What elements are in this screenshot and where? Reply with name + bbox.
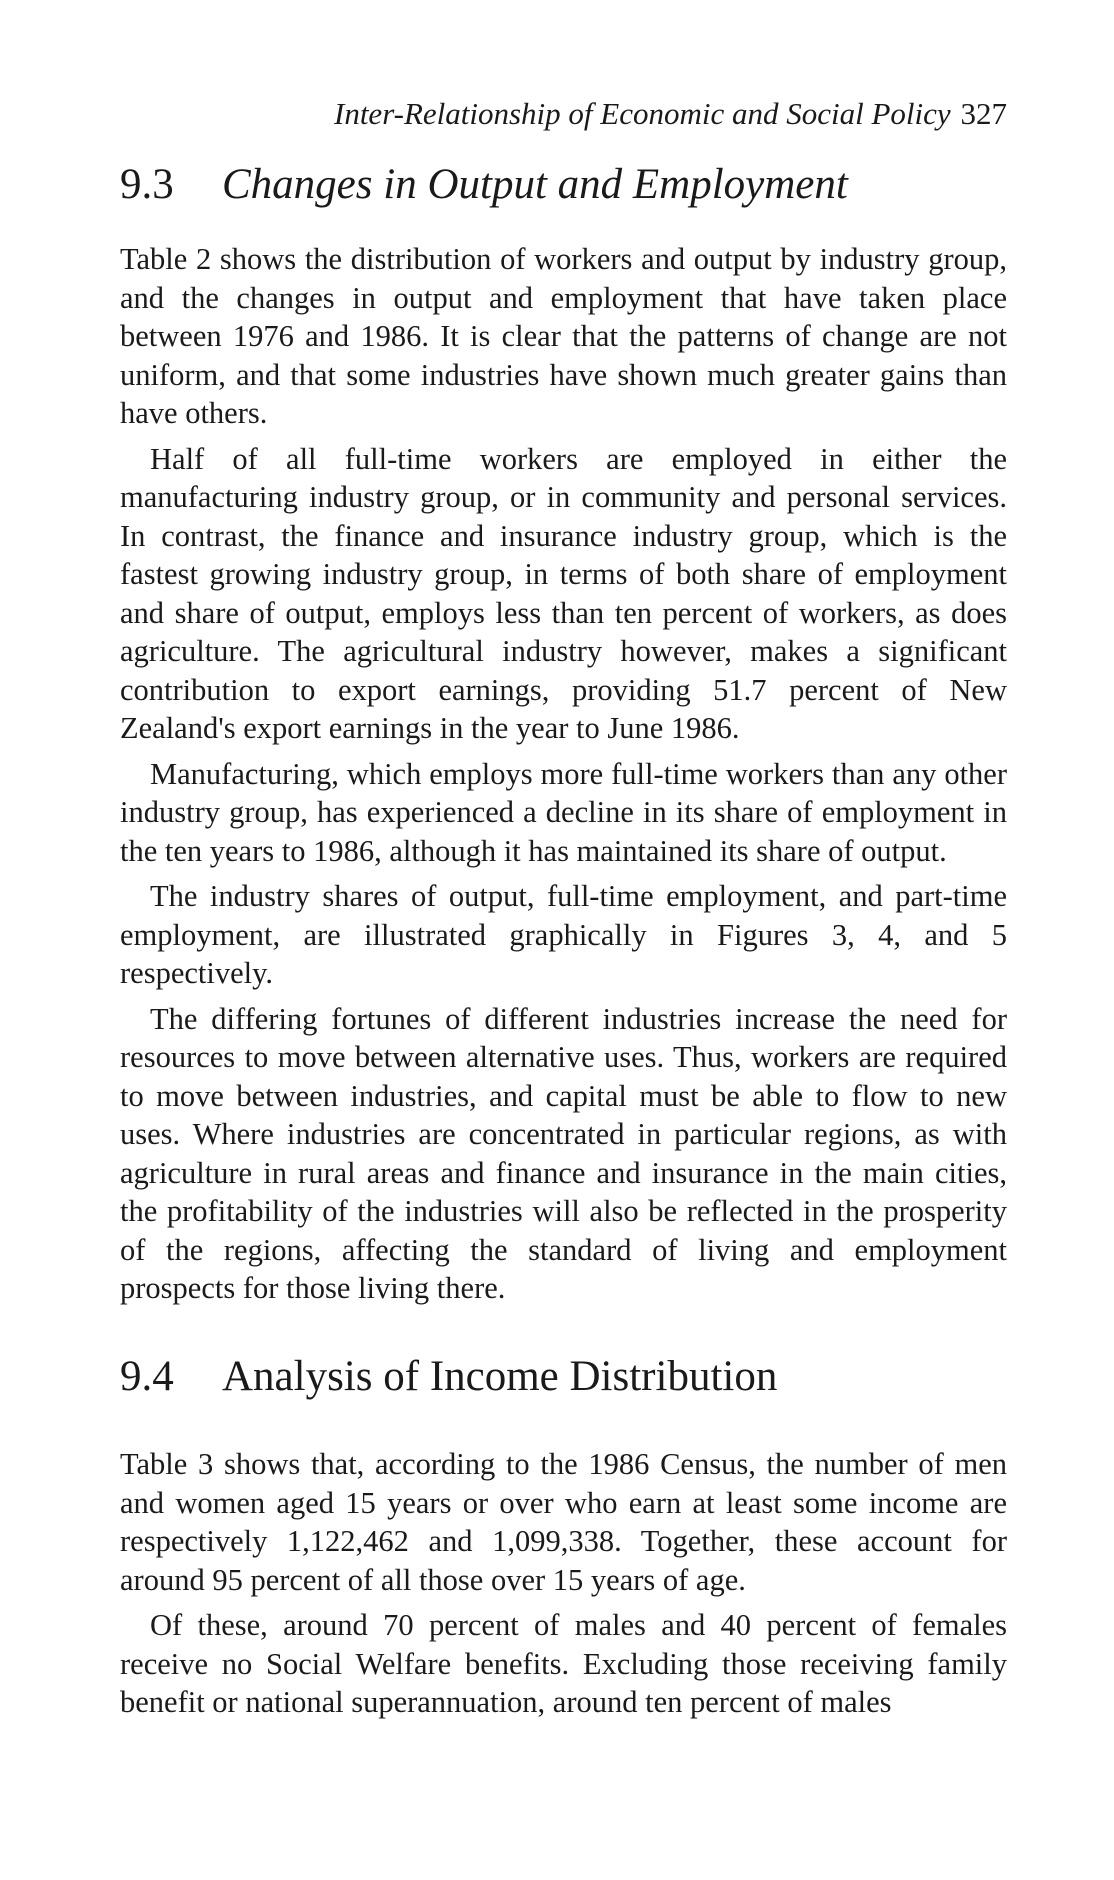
paragraph: Manufacturing, which employs more full-time workers than any other industry group, has experienced a decline in its share of employment in the ten years to 1986, although it has maintained its share of output. bbox=[120, 756, 1007, 868]
paragraph: Half of all full-time workers are employed in either the manufacturing industry group, or in community and personal services. In contrast, the finance and insurance industry group, which is the fastest growing industry group, in terms of both share of employment and share of output, employs less than ten percent of workers, as does agriculture. The agricultural industry however, makes a significant contribution to export earnings, providing 51.7 percent of New Zealand's export earnings in the year to June 1986. bbox=[120, 441, 1007, 745]
section-title: Changes in Output and Employment bbox=[222, 161, 848, 208]
paragraph: Table 3 shows that, according to the 1986 Census, the number of men and women aged 15 years or over who earn at least some income are respectively 1,122,462 and 1,099,338. Together, these account for around 95 percent of all those over 15 years of age. bbox=[120, 1447, 1007, 1597]
section-number: 9.4 bbox=[120, 1353, 174, 1400]
section-title: Analysis of Income Distribution bbox=[222, 1353, 778, 1400]
paragraph: The industry shares of output, full-time employment, and part-time employment, are illustrated graphically in Figures 3, 4, and 5 respectively. bbox=[120, 879, 1007, 990]
section-heading-9-4 bbox=[120, 1352, 1007, 1402]
paragraph: Table 2 shows the distribution of workers and output by industry group, and the changes in output and employment that have taken place between 1976 and 1986. It is clear that the patterns of change are not uniform, and that some industries have shown much greater gains than have others. bbox=[120, 242, 1007, 430]
paragraph: Of these, around 70 percent of males and 40 percent of females receive no Social Welfare benefits. Excluding those receiving family benefit or national superannuation, around ten percent of males bbox=[120, 1608, 1007, 1719]
running-head bbox=[334, 96, 1007, 132]
section-number: 9.3 bbox=[120, 161, 174, 208]
paragraph: The differing fortunes of different industries increase the need for resources to move between alternative uses. Thus, workers are required to move between industries, and capital must be able to flow to new uses. Where industries are concentrated in particular regions, as with agriculture in rural areas and finance and insurance in the main cities, the profitability of the industries will also be reflected in the prosperity of the regions, affecting the standard of living and employment prospects for those living there. bbox=[120, 1001, 1007, 1305]
page-number: 327 bbox=[960, 96, 1007, 131]
running-head-title: Inter-Relationship of Economic and Social Policy bbox=[334, 96, 951, 131]
section-9-4-body bbox=[120, 1445, 1007, 1729]
section-heading-9-3 bbox=[120, 160, 1007, 210]
section-9-3-body bbox=[120, 240, 1007, 1315]
